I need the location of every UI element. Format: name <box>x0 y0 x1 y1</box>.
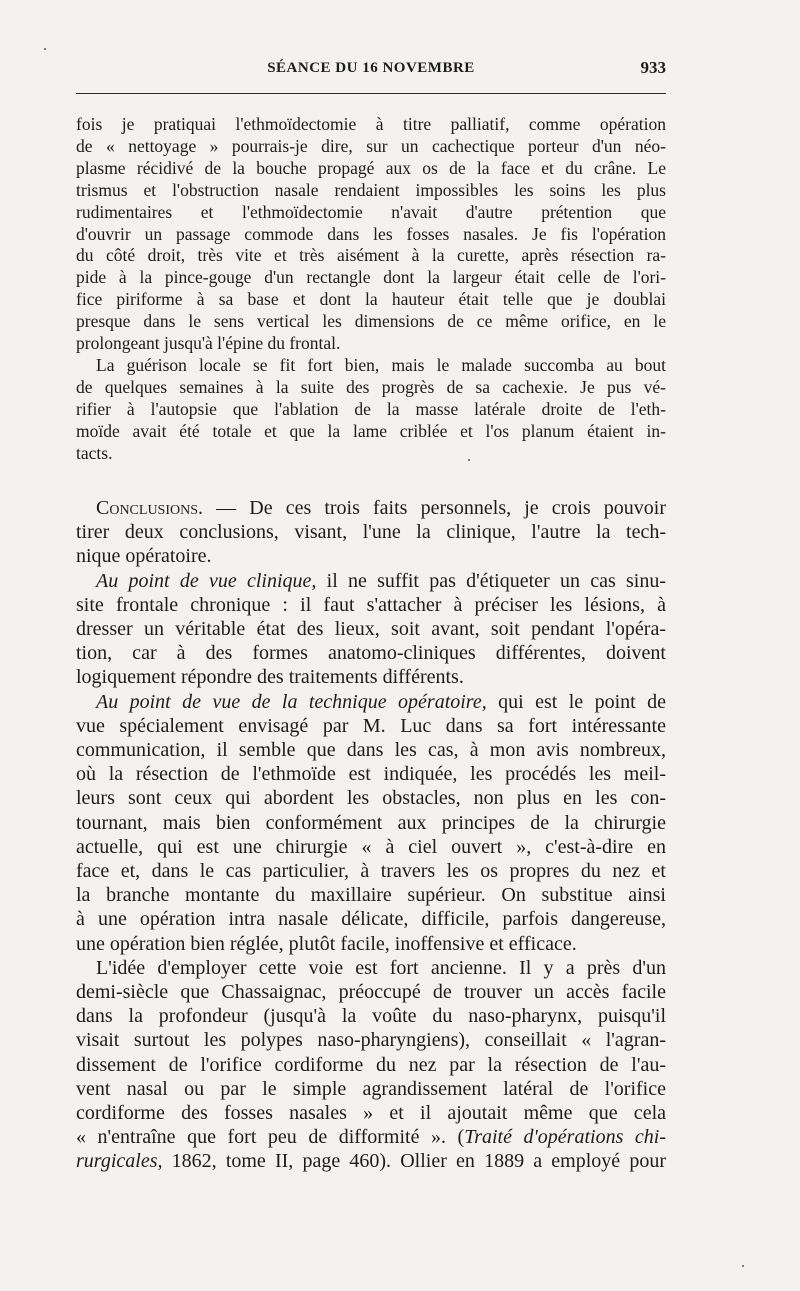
text-line: leurs sont ceux qui abordent les obstacles, non plus en les con- <box>76 787 666 810</box>
text-line: de quelques semaines à la suite des progrès de sa cachexie. Je pus vé- <box>76 376 666 397</box>
paper-speck <box>742 1265 744 1267</box>
text-line: rudimentaires et l'ethmoïdectomie n'avait d'autre prétention que <box>76 201 666 222</box>
conclusions-heading: Conclusions. <box>96 497 204 519</box>
text-line <box>76 1125 666 1149</box>
text-line: visait surtout les polypes naso-pharyngiens), conseillait « l'agran- <box>76 1029 666 1052</box>
running-header <box>76 58 666 82</box>
text-line: dans la profondeur (jusqu'à la voûte du naso-pharynx, puisqu'il <box>76 1005 666 1028</box>
text-fragment: qui est le point de <box>486 690 666 713</box>
text-line: vue spécialement envisagé par M. Luc dans sa fort intéressante <box>76 714 666 737</box>
text-fragment: il ne suffit pas d'étiqueter un cas sinu- <box>316 569 666 592</box>
text-line: actuelle, qui est une chirurgie « à ciel ouvert », c'est-à-dire en <box>76 835 666 858</box>
italic-phrase: Au point de vue de la technique opératoire, <box>96 690 487 713</box>
text-line <box>76 690 666 714</box>
italic-phrase: Au point de vue clinique, <box>96 569 317 592</box>
text-line: La guérison locale se fit fort bien, mais le malade succomba au bout <box>96 354 666 375</box>
text-line: nique opératoire. <box>76 545 212 568</box>
text-line: fice piriforme à sa base et dont la hauteur était telle que je doublai <box>76 289 666 310</box>
text-line: moïde avait été totale et que la lame criblée et l'os planum étaient in- <box>76 420 666 441</box>
text-line <box>76 496 666 520</box>
text-line: fois je pratiquai l'ethmoïdectomie à titre palliatif, comme opération <box>76 114 666 134</box>
text-fragment: 1862, tome II, page 460). Ollier en 1889 a employé pour <box>162 1150 666 1173</box>
text-line: presque dans le sens vertical les dimensions de ce même orifice, en le <box>76 311 666 332</box>
text-line: pide à la pince-gouge d'un rectangle dont la largeur était celle de l'ori- <box>76 267 666 288</box>
italic-phrase: Traité d'opérations chi- <box>464 1126 666 1149</box>
page-number: 933 <box>640 58 666 77</box>
text-line: tournant, mais bien conformément aux principes de la chirurgie <box>76 811 666 834</box>
text-line: tion, car à des formes anatomo-cliniques différentes, doivent <box>76 642 666 665</box>
text-line: demi-siècle que Chassaignac, préoccupé de trouver un accès facile <box>76 981 666 1004</box>
text-line: trismus et l'obstruction nasale rendaient impossibles les soins les plus <box>76 179 666 200</box>
text-line: la branche montante du maxillaire supérieur. On substitue ainsi <box>76 884 666 907</box>
text-line <box>76 1149 666 1173</box>
paper-speck <box>468 459 470 461</box>
text-line: à une opération intra nasale délicate, difficile, parfois dangereuse, <box>76 908 666 931</box>
text-line: prolongeant jusqu'à l'épine du frontal. <box>76 333 341 354</box>
text-line: communication, il semble que dans les cas, à mon avis nombreux, <box>76 739 666 762</box>
main-text-section <box>76 496 666 1174</box>
text-line: rifier à l'autopsie que l'ablation de la masse latérale droite de l'eth- <box>76 398 666 419</box>
text-line <box>76 569 666 593</box>
text-line: vent nasal ou par le simple agrandissement latéral de l'orifice <box>76 1077 666 1100</box>
text-line: d'ouvrir un passage commode dans les fosses nasales. Je fis l'opération <box>76 223 666 244</box>
text-line: une opération bien réglée, plutôt facile, inoffensive et efficace. <box>76 932 577 955</box>
text-line: dresser un véritable état des lieux, soit avant, soit pendant l'opéra- <box>76 618 666 641</box>
text-fragment: — De ces trois faits personnels, je crois pouvoir <box>203 497 666 519</box>
text-line: dissement de l'orifice cordiforme du nez par la résection de l'au- <box>76 1053 666 1076</box>
italic-phrase: rurgicales, <box>76 1150 163 1173</box>
text-line: site frontale chronique : il faut s'attacher à préciser les lésions, à <box>76 593 666 616</box>
text-line: du côté droit, très vite et très aisément à la curette, après résection ra- <box>76 245 666 266</box>
small-print-section <box>76 114 666 465</box>
paper-speck <box>44 48 46 50</box>
text-line: de « nettoyage » pourrais-je dire, sur un cachectique porteur d'un néo- <box>76 135 666 156</box>
text-line: face et, dans le cas particulier, à travers les os propres du nez et <box>76 860 666 883</box>
text-line: tirer deux conclusions, visant, l'une la clinique, l'autre la tech- <box>76 521 666 544</box>
text-line: tacts. <box>76 442 113 463</box>
running-title: SÉANCE DU 16 NOVEMBRE <box>267 60 475 76</box>
text-line: L'idée d'employer cette voie est fort ancienne. Il y a près d'un <box>96 956 666 979</box>
text-line: logiquement répondre des traitements différents. <box>76 666 464 689</box>
header-rule <box>76 93 666 94</box>
text-fragment: « n'entraîne que fort peu de difformité ». ( <box>76 1126 465 1149</box>
text-line: où la résection de l'ethmoïde est indiquée, les procédés les meil- <box>76 763 666 786</box>
text-line: plasme récidivé de la bouche propagé aux os de la face et du crâne. Le <box>76 157 666 178</box>
text-line: cordiforme des fosses nasales » et il ajoutait même que cela <box>76 1102 666 1125</box>
